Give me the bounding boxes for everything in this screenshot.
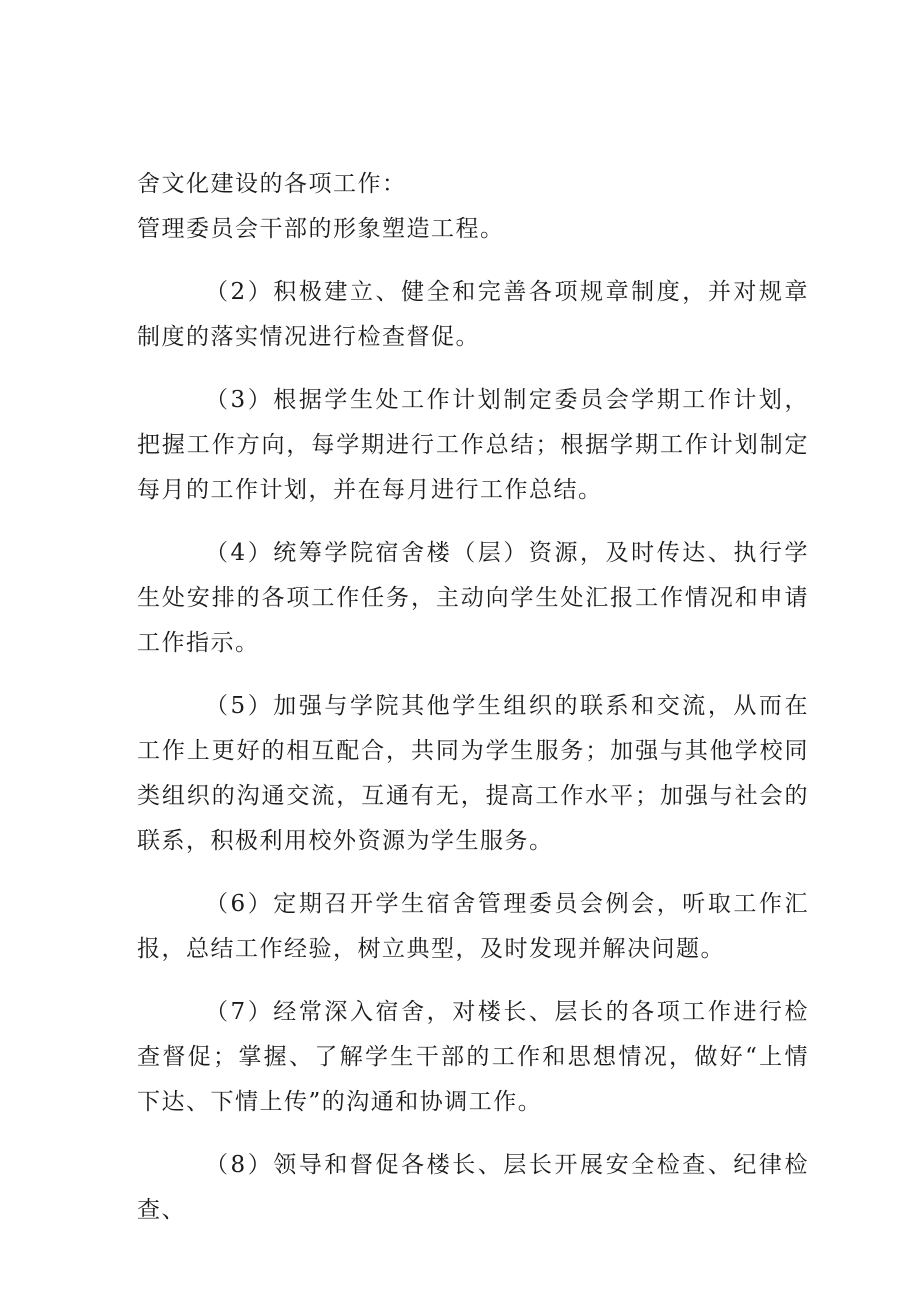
paragraph-7: （7）经常深入宿舍，对楼长、层长的各项工作进行检查督促；掌握、了解学生干部的工作和思想情况，做好“上情下达、下情上传”的沟通和协调工作。 <box>137 999 809 1115</box>
paragraph-3: （3）根据学生处工作计划制定委员会学期工作计划，把握工作方向，每学期进行工作总结；根据学期工作计划制定每月的工作计划，并在每月进行工作总结。 <box>137 387 809 503</box>
paragraph-4: （4）统筹学院宿舍楼（层）资源，及时传达、执行学生处安排的各项工作任务，主动向学生处汇报工作情况和申请工作指示。 <box>137 540 809 656</box>
paragraph-8: （8）领导和督促各楼长、层长开展安全检查、纪律检查、 <box>137 1152 809 1223</box>
paragraph-5: （5）加强与学院其他学生组织的联系和交流，从而在工作上更好的相互配合，共同为学生服务；加强与其他学校同类组织的沟通交流，互通有无，提高工作水平；加强与社会的联系，积极利用校外资源为学生服务。 <box>137 693 809 854</box>
paragraph-6: （6）定期召开学生宿舍管理委员会例会，听取工作汇报，总结工作经验，树立典型，及时发现并解决问题。 <box>137 891 809 962</box>
text-line-2: 管理委员会干部的形象塑造工程。 <box>137 216 505 242</box>
text-line-1: 舍文化建设的各项工作： <box>137 171 407 197</box>
document-body <box>137 162 809 1233</box>
paragraph-2: （2）积极建立、健全和完善各项规章制度，并对规章制度的落实情况进行检查督促。 <box>137 279 809 350</box>
